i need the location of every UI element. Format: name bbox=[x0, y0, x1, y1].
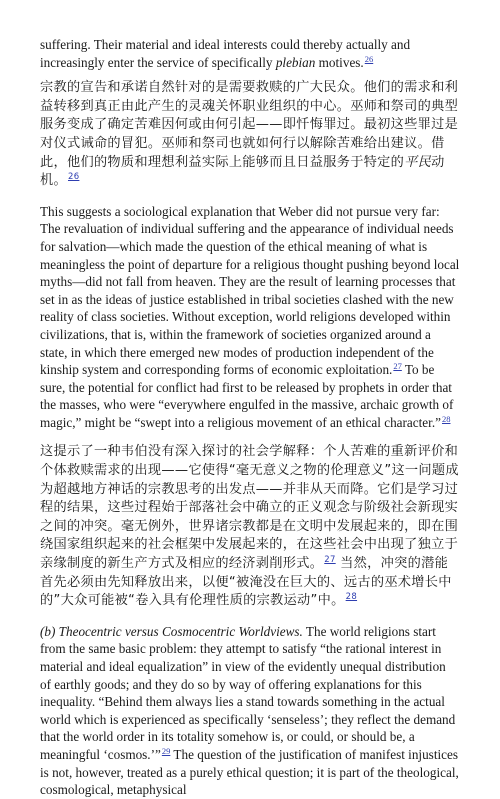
footnote-link[interactable]: 29 bbox=[161, 745, 171, 756]
paragraph-english-2 bbox=[40, 203, 460, 432]
paragraph-text: suffering. Their material and ideal interests could thereby actually and increasingly enter the service of specifically bbox=[40, 37, 411, 70]
paragraph-chinese-1 bbox=[40, 79, 460, 191]
paragraph-text: 这提示了一种韦伯没有深入探讨的社会学解释：个人苦难的重新评价和个体救赎需求的出现——它使得“毫无意义之物的伦理意义”这一问题成为超越地方神话的宗教思考的出发点——并非从天而降。它们是学习过程的结果，这些过程始于部落社会中确立的正义观念与阶级社会新现实之间的冲突。毫无例外，世界诸宗教都是在文明中发展起来的，即在围绕国家组织起来的社会框架中发展起来的，在这些社会中出现了独立于亲缘制度的新生产方式及相应的经济剥削形式。 bbox=[40, 444, 459, 572]
document-page bbox=[40, 36, 460, 799]
paragraph-text: motives. bbox=[315, 54, 364, 70]
paragraph-text: The world religions start from the same basic problem: they attempt to satisfy “the rational interest in material and ideal equalization” in view of the evidently unequal distribution of earthly goods; and they do so by way of offering explanations for this inequality. “Behind them always lies a stand towards something in the actual world which is experienced as specifically ‘senseless’; they reflect the demand that the world order in its totality somehow is, or could, or should be, a meaningful ‘cosmos.’” bbox=[40, 623, 456, 762]
paragraph-text: This suggests a sociological explanation that Weber did not pursue very far: The revaluation of individual suffering and the appearance of individual needs for salvation—which made the question of the ethical meaning of what is meaningless the point of departure for a religious thought pushing beyond local myths—did not fall from heaven. They are the result of learning processes that set in as the ideas of justice established in tribal societies clashed with the new reality of class societies. Without exception, world religions developed within civilizations, that is, within the framework of societies organized around a state, in which there emerged new modes of production independent of the kinship system and corresponding forms of economic exploitation. bbox=[40, 203, 460, 378]
paragraph-text: 动机。 bbox=[40, 154, 445, 189]
footnote-link[interactable]: 27 bbox=[393, 361, 402, 372]
footnote-link[interactable]: 27 bbox=[324, 555, 336, 566]
paragraph-text: To be sure, the potential for conflict had first to be released by prophets in order that the masses, who were “everywhere engulfed in the massive, archaic growth of magic,” might be “swept into a religious movement of an ethical character.” bbox=[40, 362, 454, 430]
section-heading: (b) Theocentric versus Cosmocentric Worldviews. bbox=[40, 623, 303, 639]
footnote-link[interactable]: 28 bbox=[441, 413, 451, 424]
italic-term: 平民 bbox=[404, 154, 432, 170]
paragraph-english-1 bbox=[40, 36, 460, 71]
paragraph-text: 宗教的宣告和承诺自然针对的是需要救赎的广大民众。他们的需求和利益转移到真正由此产生的灵魂关怀职业组织的中心。巫师和祭司的典型服务变成了确定苦难因何或由何引起——即忏悔罪过。最初这些罪过是对仪式诫命的冒犯。巫师和祭司也就如何行以解除苦难给出建议。借此，他们的物质和理想利益实际上能够而且日益服务于特定的 bbox=[40, 80, 459, 170]
italic-term: plebian bbox=[275, 54, 316, 70]
footnote-link[interactable]: 28 bbox=[345, 592, 358, 603]
footnote-link[interactable]: 26 bbox=[67, 172, 80, 183]
paragraph-english-3 bbox=[40, 623, 460, 799]
paragraph-text: 当然，冲突的潜能首先必须由先知释放出来，以便“被淹没在巨大的、远古的巫术增长中的”大众可能被“卷入具有伦理性质的宗教运动”中。 bbox=[40, 556, 452, 609]
footnote-link[interactable]: 26 bbox=[364, 53, 374, 64]
paragraph-text: The question of the justification of manifest injustices is not, however, treated as a purely ethical question; it is part of the theological, cosmological, metaphysical bbox=[40, 746, 459, 798]
paragraph-chinese-2 bbox=[40, 443, 460, 610]
